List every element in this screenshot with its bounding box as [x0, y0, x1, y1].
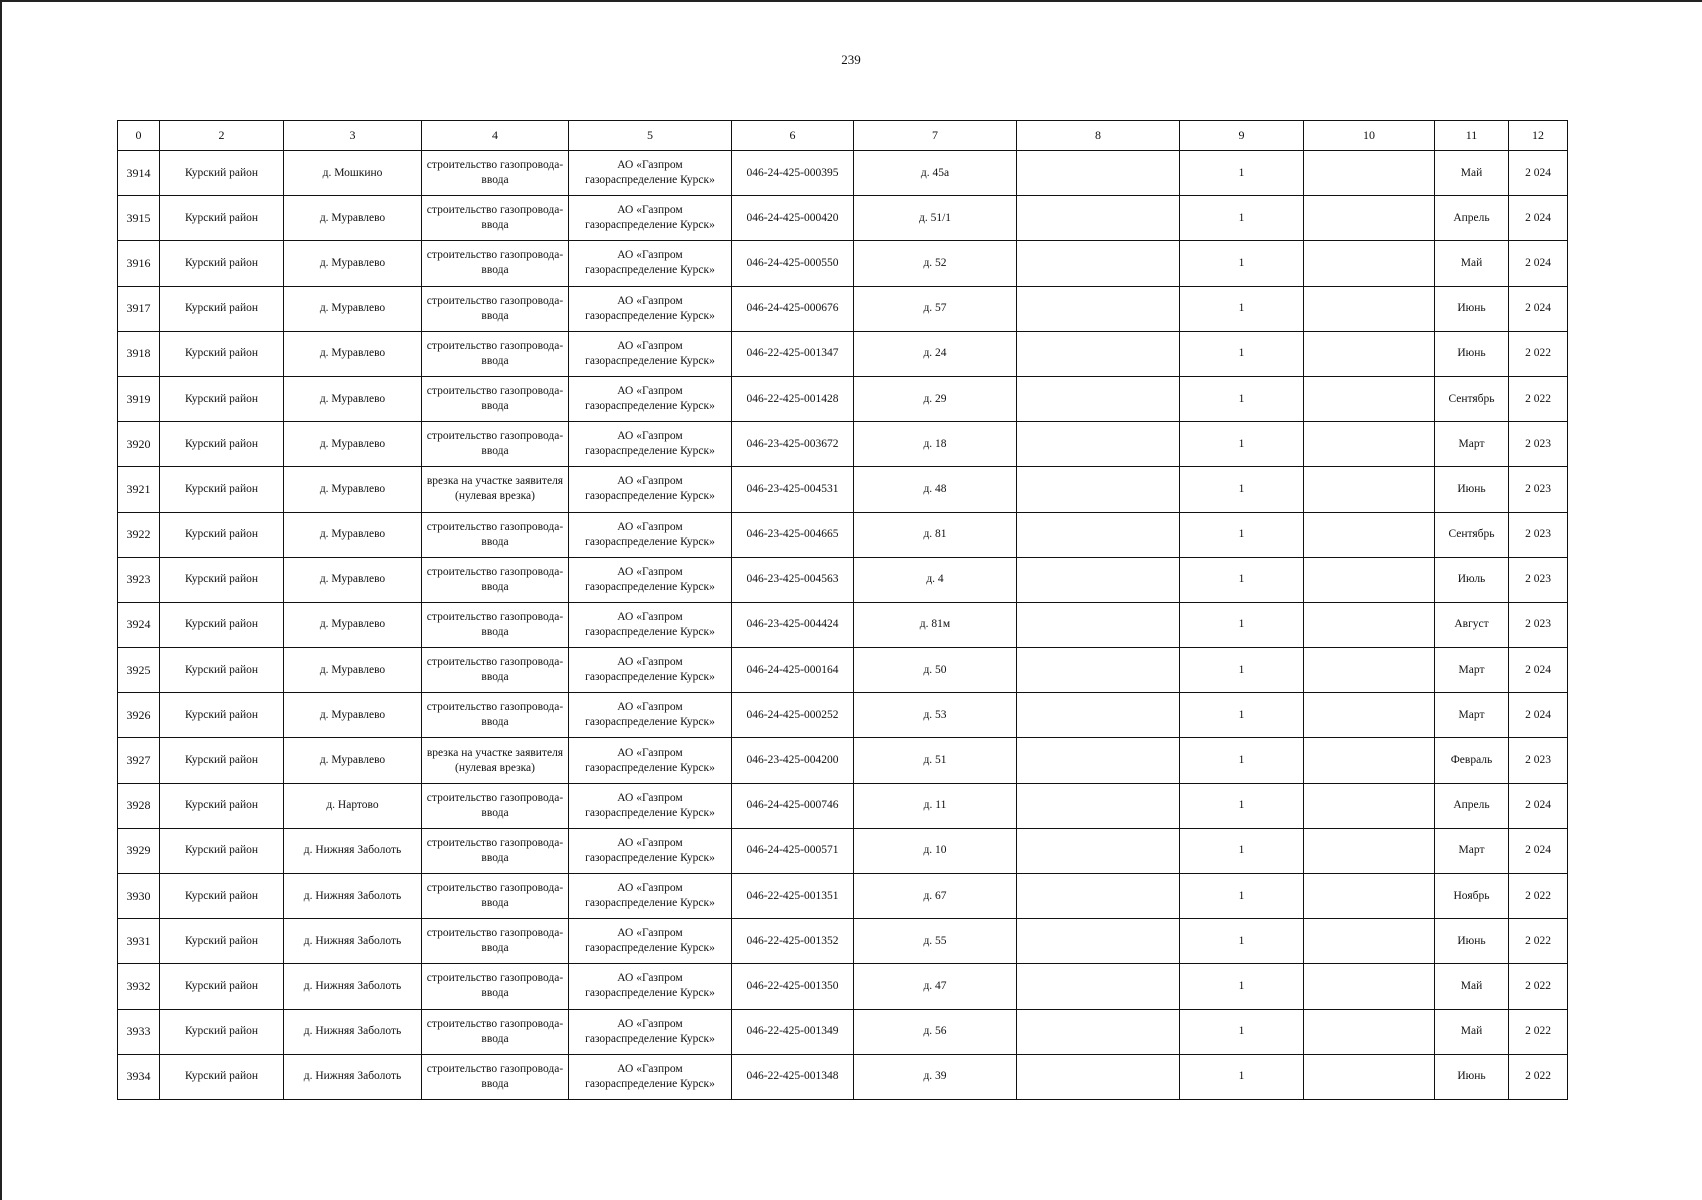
count-cell: 1	[1180, 196, 1304, 241]
month-cell: Сентябрь	[1435, 512, 1509, 557]
row-id-cell: 3927	[118, 738, 160, 783]
column-header: 12	[1509, 121, 1568, 151]
address-cell: д. 51	[854, 738, 1017, 783]
count-cell: 1	[1180, 286, 1304, 331]
year-cell: 2 023	[1509, 557, 1568, 602]
register-table	[117, 120, 1568, 1100]
column-10-cell	[1304, 919, 1435, 964]
work-type-cell: строительство газопровода-ввода	[422, 1054, 569, 1099]
organization-cell: АО «Газпром газораспределение Курск»	[569, 964, 732, 1009]
month-cell: Март	[1435, 648, 1509, 693]
settlement-cell: д. Нижняя Заболоть	[284, 964, 422, 1009]
organization-cell: АО «Газпром газораспределение Курск»	[569, 241, 732, 286]
row-id-cell: 3926	[118, 693, 160, 738]
work-type-cell: строительство газопровода-ввода	[422, 783, 569, 828]
column-header: 0	[118, 121, 160, 151]
district-cell: Курский район	[160, 919, 284, 964]
column-10-cell	[1304, 964, 1435, 1009]
work-type-cell: строительство газопровода-ввода	[422, 241, 569, 286]
year-cell: 2 022	[1509, 1009, 1568, 1054]
month-cell: Июнь	[1435, 919, 1509, 964]
month-cell: Апрель	[1435, 196, 1509, 241]
district-cell: Курский район	[160, 738, 284, 783]
work-type-cell: врезка на участке заявителя (нулевая врезка)	[422, 467, 569, 512]
month-cell: Июнь	[1435, 1054, 1509, 1099]
address-cell: д. 4	[854, 557, 1017, 602]
organization-cell: АО «Газпром газораспределение Курск»	[569, 738, 732, 783]
work-type-cell: строительство газопровода-ввода	[422, 874, 569, 919]
count-cell: 1	[1180, 602, 1304, 647]
organization-cell: АО «Газпром газораспределение Курск»	[569, 286, 732, 331]
year-cell: 2 024	[1509, 241, 1568, 286]
organization-cell: АО «Газпром газораспределение Курск»	[569, 331, 732, 376]
table-row	[118, 828, 1568, 873]
column-8-cell	[1017, 196, 1180, 241]
row-id-cell: 3919	[118, 376, 160, 421]
organization-cell: АО «Газпром газораспределение Курск»	[569, 467, 732, 512]
column-8-cell	[1017, 331, 1180, 376]
address-cell: д. 81	[854, 512, 1017, 557]
year-cell: 2 024	[1509, 286, 1568, 331]
column-10-cell	[1304, 557, 1435, 602]
organization-cell: АО «Газпром газораспределение Курск»	[569, 376, 732, 421]
table-row	[118, 331, 1568, 376]
district-cell: Курский район	[160, 422, 284, 467]
column-10-cell	[1304, 648, 1435, 693]
settlement-cell: д. Муравлево	[284, 331, 422, 376]
year-cell: 2 024	[1509, 783, 1568, 828]
table-row	[118, 512, 1568, 557]
district-cell: Курский район	[160, 874, 284, 919]
column-8-cell	[1017, 783, 1180, 828]
settlement-cell: д. Муравлево	[284, 557, 422, 602]
district-cell: Курский район	[160, 1054, 284, 1099]
column-header: 7	[854, 121, 1017, 151]
year-cell: 2 024	[1509, 828, 1568, 873]
district-cell: Курский район	[160, 151, 284, 196]
district-cell: Курский район	[160, 331, 284, 376]
registration-number-cell: 046-24-425-000164	[732, 648, 854, 693]
address-cell: д. 67	[854, 874, 1017, 919]
work-type-cell: строительство газопровода-ввода	[422, 602, 569, 647]
column-8-cell	[1017, 557, 1180, 602]
column-header: 8	[1017, 121, 1180, 151]
settlement-cell: д. Мошкино	[284, 151, 422, 196]
month-cell: Март	[1435, 422, 1509, 467]
column-10-cell	[1304, 874, 1435, 919]
table-row	[118, 1009, 1568, 1054]
row-id-cell: 3934	[118, 1054, 160, 1099]
table-row	[118, 376, 1568, 421]
settlement-cell: д. Нижняя Заболоть	[284, 1009, 422, 1054]
settlement-cell: д. Муравлево	[284, 648, 422, 693]
column-8-cell	[1017, 241, 1180, 286]
address-cell: д. 57	[854, 286, 1017, 331]
column-10-cell	[1304, 331, 1435, 376]
column-8-cell	[1017, 467, 1180, 512]
column-8-cell	[1017, 286, 1180, 331]
registration-number-cell: 046-22-425-001351	[732, 874, 854, 919]
registration-number-cell: 046-23-425-004531	[732, 467, 854, 512]
organization-cell: АО «Газпром газораспределение Курск»	[569, 648, 732, 693]
district-cell: Курский район	[160, 602, 284, 647]
table-row	[118, 874, 1568, 919]
work-type-cell: строительство газопровода-ввода	[422, 286, 569, 331]
table-row	[118, 964, 1568, 1009]
month-cell: Июль	[1435, 557, 1509, 602]
row-id-cell: 3932	[118, 964, 160, 1009]
month-cell: Май	[1435, 241, 1509, 286]
district-cell: Курский район	[160, 828, 284, 873]
registration-number-cell: 046-23-425-004200	[732, 738, 854, 783]
settlement-cell: д. Муравлево	[284, 693, 422, 738]
table-row	[118, 422, 1568, 467]
row-id-cell: 3918	[118, 331, 160, 376]
row-id-cell: 3928	[118, 783, 160, 828]
registration-number-cell: 046-22-425-001347	[732, 331, 854, 376]
address-cell: д. 18	[854, 422, 1017, 467]
work-type-cell: строительство газопровода-ввода	[422, 196, 569, 241]
page-number: 239	[841, 52, 861, 67]
work-type-cell: строительство газопровода-ввода	[422, 376, 569, 421]
column-10-cell	[1304, 783, 1435, 828]
address-cell: д. 52	[854, 241, 1017, 286]
district-cell: Курский район	[160, 241, 284, 286]
year-cell: 2 024	[1509, 648, 1568, 693]
address-cell: д. 24	[854, 331, 1017, 376]
organization-cell: АО «Газпром газораспределение Курск»	[569, 919, 732, 964]
organization-cell: АО «Газпром газораспределение Курск»	[569, 828, 732, 873]
column-10-cell	[1304, 241, 1435, 286]
district-cell: Курский район	[160, 557, 284, 602]
year-cell: 2 024	[1509, 151, 1568, 196]
registration-number-cell: 046-22-425-001350	[732, 964, 854, 1009]
column-header: 2	[160, 121, 284, 151]
organization-cell: АО «Газпром газораспределение Курск»	[569, 1009, 732, 1054]
column-header: 3	[284, 121, 422, 151]
registration-number-cell: 046-23-425-004563	[732, 557, 854, 602]
column-8-cell	[1017, 919, 1180, 964]
table-row	[118, 196, 1568, 241]
count-cell: 1	[1180, 331, 1304, 376]
registration-number-cell: 046-23-425-003672	[732, 422, 854, 467]
year-cell: 2 022	[1509, 331, 1568, 376]
table-row	[118, 1054, 1568, 1099]
work-type-cell: строительство газопровода-ввода	[422, 648, 569, 693]
column-8-cell	[1017, 602, 1180, 647]
settlement-cell: д. Нартово	[284, 783, 422, 828]
district-cell: Курский район	[160, 693, 284, 738]
address-cell: д. 53	[854, 693, 1017, 738]
column-header: 10	[1304, 121, 1435, 151]
settlement-cell: д. Муравлево	[284, 286, 422, 331]
count-cell: 1	[1180, 828, 1304, 873]
table-row	[118, 467, 1568, 512]
row-id-cell: 3931	[118, 919, 160, 964]
organization-cell: АО «Газпром газораспределение Курск»	[569, 783, 732, 828]
count-cell: 1	[1180, 919, 1304, 964]
count-cell: 1	[1180, 467, 1304, 512]
column-10-cell	[1304, 512, 1435, 557]
settlement-cell: д. Нижняя Заболоть	[284, 828, 422, 873]
column-10-cell	[1304, 196, 1435, 241]
month-cell: Апрель	[1435, 783, 1509, 828]
count-cell: 1	[1180, 151, 1304, 196]
table-header	[118, 121, 1568, 151]
district-cell: Курский район	[160, 648, 284, 693]
row-id-cell: 3930	[118, 874, 160, 919]
count-cell: 1	[1180, 738, 1304, 783]
district-cell: Курский район	[160, 196, 284, 241]
organization-cell: АО «Газпром газораспределение Курск»	[569, 196, 732, 241]
table-row	[118, 286, 1568, 331]
column-10-cell	[1304, 738, 1435, 783]
column-10-cell	[1304, 151, 1435, 196]
year-cell: 2 022	[1509, 919, 1568, 964]
row-id-cell: 3915	[118, 196, 160, 241]
settlement-cell: д. Муравлево	[284, 467, 422, 512]
month-cell: Сентябрь	[1435, 376, 1509, 421]
month-cell: Июнь	[1435, 286, 1509, 331]
row-id-cell: 3916	[118, 241, 160, 286]
count-cell: 1	[1180, 512, 1304, 557]
column-8-cell	[1017, 828, 1180, 873]
work-type-cell: строительство газопровода-ввода	[422, 919, 569, 964]
row-id-cell: 3920	[118, 422, 160, 467]
district-cell: Курский район	[160, 783, 284, 828]
month-cell: Март	[1435, 828, 1509, 873]
table-row	[118, 783, 1568, 828]
work-type-cell: строительство газопровода-ввода	[422, 422, 569, 467]
column-8-cell	[1017, 738, 1180, 783]
header-row	[118, 121, 1568, 151]
organization-cell: АО «Газпром газораспределение Курск»	[569, 151, 732, 196]
count-cell: 1	[1180, 422, 1304, 467]
registration-number-cell: 046-24-425-000550	[732, 241, 854, 286]
count-cell: 1	[1180, 1009, 1304, 1054]
column-8-cell	[1017, 648, 1180, 693]
column-8-cell	[1017, 1009, 1180, 1054]
district-cell: Курский район	[160, 376, 284, 421]
address-cell: д. 39	[854, 1054, 1017, 1099]
registration-number-cell: 046-23-425-004424	[732, 602, 854, 647]
registration-number-cell: 046-24-425-000676	[732, 286, 854, 331]
settlement-cell: д. Муравлево	[284, 512, 422, 557]
column-8-cell	[1017, 874, 1180, 919]
column-8-cell	[1017, 376, 1180, 421]
registration-number-cell: 046-24-425-000571	[732, 828, 854, 873]
address-cell: д. 48	[854, 467, 1017, 512]
settlement-cell: д. Муравлево	[284, 241, 422, 286]
row-id-cell: 3925	[118, 648, 160, 693]
settlement-cell: д. Муравлево	[284, 422, 422, 467]
year-cell: 2 023	[1509, 422, 1568, 467]
district-cell: Курский район	[160, 512, 284, 557]
work-type-cell: строительство газопровода-ввода	[422, 693, 569, 738]
row-id-cell: 3917	[118, 286, 160, 331]
table-body	[118, 151, 1568, 1100]
count-cell: 1	[1180, 648, 1304, 693]
registration-number-cell: 046-22-425-001352	[732, 919, 854, 964]
registration-number-cell: 046-24-425-000395	[732, 151, 854, 196]
month-cell: Июнь	[1435, 331, 1509, 376]
month-cell: Март	[1435, 693, 1509, 738]
month-cell: Май	[1435, 1009, 1509, 1054]
organization-cell: АО «Газпром газораспределение Курск»	[569, 874, 732, 919]
month-cell: Май	[1435, 151, 1509, 196]
column-header: 6	[732, 121, 854, 151]
year-cell: 2 024	[1509, 693, 1568, 738]
registration-number-cell: 046-24-425-000252	[732, 693, 854, 738]
column-10-cell	[1304, 422, 1435, 467]
count-cell: 1	[1180, 874, 1304, 919]
year-cell: 2 023	[1509, 467, 1568, 512]
settlement-cell: д. Нижняя Заболоть	[284, 919, 422, 964]
column-8-cell	[1017, 1054, 1180, 1099]
work-type-cell: строительство газопровода-ввода	[422, 512, 569, 557]
address-cell: д. 10	[854, 828, 1017, 873]
address-cell: д. 47	[854, 964, 1017, 1009]
count-cell: 1	[1180, 783, 1304, 828]
count-cell: 1	[1180, 376, 1304, 421]
settlement-cell: д. Муравлево	[284, 196, 422, 241]
district-cell: Курский район	[160, 1009, 284, 1054]
work-type-cell: врезка на участке заявителя (нулевая врезка)	[422, 738, 569, 783]
column-10-cell	[1304, 693, 1435, 738]
column-header: 11	[1435, 121, 1509, 151]
column-header: 9	[1180, 121, 1304, 151]
column-8-cell	[1017, 512, 1180, 557]
year-cell: 2 023	[1509, 512, 1568, 557]
district-cell: Курский район	[160, 467, 284, 512]
month-cell: Май	[1435, 964, 1509, 1009]
column-10-cell	[1304, 1009, 1435, 1054]
column-10-cell	[1304, 376, 1435, 421]
year-cell: 2 022	[1509, 376, 1568, 421]
row-id-cell: 3924	[118, 602, 160, 647]
work-type-cell: строительство газопровода-ввода	[422, 964, 569, 1009]
table-row	[118, 602, 1568, 647]
column-10-cell	[1304, 286, 1435, 331]
table-row	[118, 241, 1568, 286]
address-cell: д. 51/1	[854, 196, 1017, 241]
registration-number-cell: 046-22-425-001349	[732, 1009, 854, 1054]
organization-cell: АО «Газпром газораспределение Курск»	[569, 693, 732, 738]
column-8-cell	[1017, 151, 1180, 196]
address-cell: д. 55	[854, 919, 1017, 964]
scan-edge-left	[0, 0, 2, 1200]
table-row	[118, 738, 1568, 783]
work-type-cell: строительство газопровода-ввода	[422, 331, 569, 376]
row-id-cell: 3922	[118, 512, 160, 557]
organization-cell: АО «Газпром газораспределение Курск»	[569, 1054, 732, 1099]
column-10-cell	[1304, 828, 1435, 873]
table-row	[118, 151, 1568, 196]
table-row	[118, 919, 1568, 964]
count-cell: 1	[1180, 693, 1304, 738]
registration-number-cell: 046-24-425-000746	[732, 783, 854, 828]
row-id-cell: 3933	[118, 1009, 160, 1054]
settlement-cell: д. Муравлево	[284, 738, 422, 783]
year-cell: 2 024	[1509, 196, 1568, 241]
district-cell: Курский район	[160, 286, 284, 331]
column-8-cell	[1017, 422, 1180, 467]
column-header: 4	[422, 121, 569, 151]
address-cell: д. 45а	[854, 151, 1017, 196]
settlement-cell: д. Нижняя Заболоть	[284, 1054, 422, 1099]
year-cell: 2 023	[1509, 738, 1568, 783]
count-cell: 1	[1180, 241, 1304, 286]
settlement-cell: д. Муравлево	[284, 376, 422, 421]
column-10-cell	[1304, 1054, 1435, 1099]
address-cell: д. 56	[854, 1009, 1017, 1054]
month-cell: Июнь	[1435, 467, 1509, 512]
scan-edge-top	[0, 0, 1702, 2]
column-header: 5	[569, 121, 732, 151]
organization-cell: АО «Газпром газораспределение Курск»	[569, 602, 732, 647]
address-cell: д. 29	[854, 376, 1017, 421]
registration-number-cell: 046-22-425-001348	[732, 1054, 854, 1099]
column-10-cell	[1304, 467, 1435, 512]
year-cell: 2 023	[1509, 602, 1568, 647]
settlement-cell: д. Муравлево	[284, 602, 422, 647]
count-cell: 1	[1180, 1054, 1304, 1099]
work-type-cell: строительство газопровода-ввода	[422, 1009, 569, 1054]
organization-cell: АО «Газпром газораспределение Курск»	[569, 557, 732, 602]
address-cell: д. 11	[854, 783, 1017, 828]
organization-cell: АО «Газпром газораспределение Курск»	[569, 422, 732, 467]
registration-number-cell: 046-24-425-000420	[732, 196, 854, 241]
month-cell: Февраль	[1435, 738, 1509, 783]
address-cell: д. 81м	[854, 602, 1017, 647]
column-10-cell	[1304, 602, 1435, 647]
count-cell: 1	[1180, 557, 1304, 602]
row-id-cell: 3923	[118, 557, 160, 602]
month-cell: Ноябрь	[1435, 874, 1509, 919]
year-cell: 2 022	[1509, 874, 1568, 919]
address-cell: д. 50	[854, 648, 1017, 693]
registration-number-cell: 046-22-425-001428	[732, 376, 854, 421]
organization-cell: АО «Газпром газораспределение Курск»	[569, 512, 732, 557]
column-8-cell	[1017, 693, 1180, 738]
work-type-cell: строительство газопровода-ввода	[422, 151, 569, 196]
table-row	[118, 693, 1568, 738]
column-8-cell	[1017, 964, 1180, 1009]
district-cell: Курский район	[160, 964, 284, 1009]
row-id-cell: 3914	[118, 151, 160, 196]
table-row	[118, 557, 1568, 602]
work-type-cell: строительство газопровода-ввода	[422, 828, 569, 873]
year-cell: 2 022	[1509, 964, 1568, 1009]
table-row	[118, 648, 1568, 693]
count-cell: 1	[1180, 964, 1304, 1009]
month-cell: Август	[1435, 602, 1509, 647]
year-cell: 2 022	[1509, 1054, 1568, 1099]
registration-number-cell: 046-23-425-004665	[732, 512, 854, 557]
work-type-cell: строительство газопровода-ввода	[422, 557, 569, 602]
row-id-cell: 3929	[118, 828, 160, 873]
settlement-cell: д. Нижняя Заболоть	[284, 874, 422, 919]
row-id-cell: 3921	[118, 467, 160, 512]
